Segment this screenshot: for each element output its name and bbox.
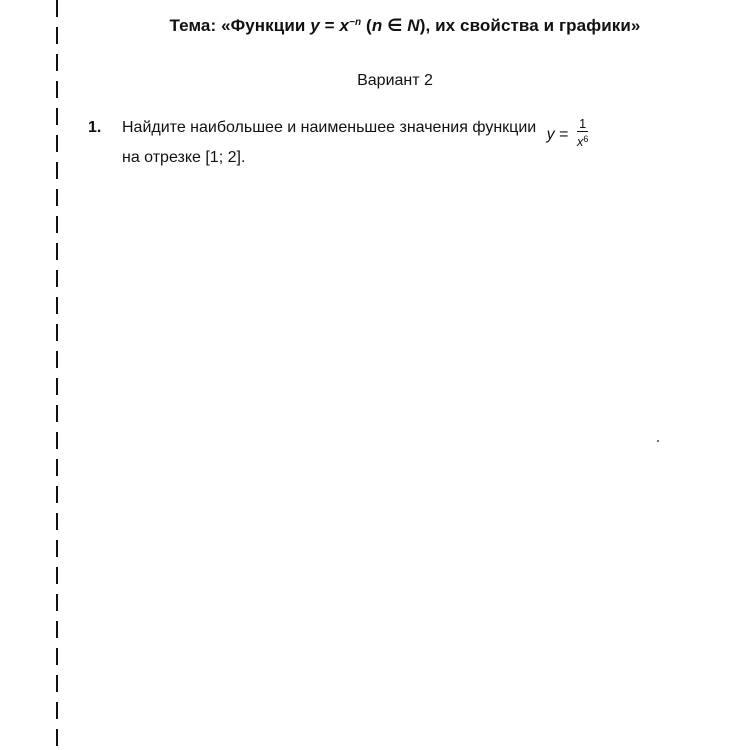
scan-speck	[657, 440, 659, 442]
task-number: 1.	[88, 119, 102, 136]
task-text-line-1: Найдите наибольшее и наименьшее значения функции	[122, 119, 537, 136]
task-line-2: на отрезке [1; 2].	[122, 149, 246, 166]
dashed-cut-line	[56, 0, 58, 750]
task-body	[122, 116, 722, 167]
formula-equals: =	[554, 126, 569, 144]
fraction-denominator	[577, 132, 589, 149]
denominator-exponent: 6	[583, 134, 589, 144]
function-formula	[546, 116, 589, 151]
topic-paren-open: (	[361, 16, 372, 35]
topic-var-n: n	[371, 16, 383, 35]
topic-equals: =	[319, 16, 340, 35]
task-line-1	[122, 116, 722, 151]
topic-func-x: x	[339, 16, 350, 35]
topic-func-y: y	[310, 16, 320, 35]
topic-prefix: Тема: «Функции	[169, 16, 311, 35]
topic-element-of: ∈	[382, 16, 408, 35]
formula-fraction	[577, 117, 589, 149]
formula-y: y	[546, 126, 555, 144]
topic-exponent: −n	[349, 17, 362, 28]
variant-label: Вариант 2	[357, 72, 433, 89]
topic-title	[80, 16, 730, 36]
denominator-base: x	[576, 134, 584, 149]
fraction-numerator: 1	[577, 117, 589, 132]
topic-suffix: ), их свойства и графики»	[419, 16, 641, 35]
topic-set-n: N	[407, 16, 420, 35]
